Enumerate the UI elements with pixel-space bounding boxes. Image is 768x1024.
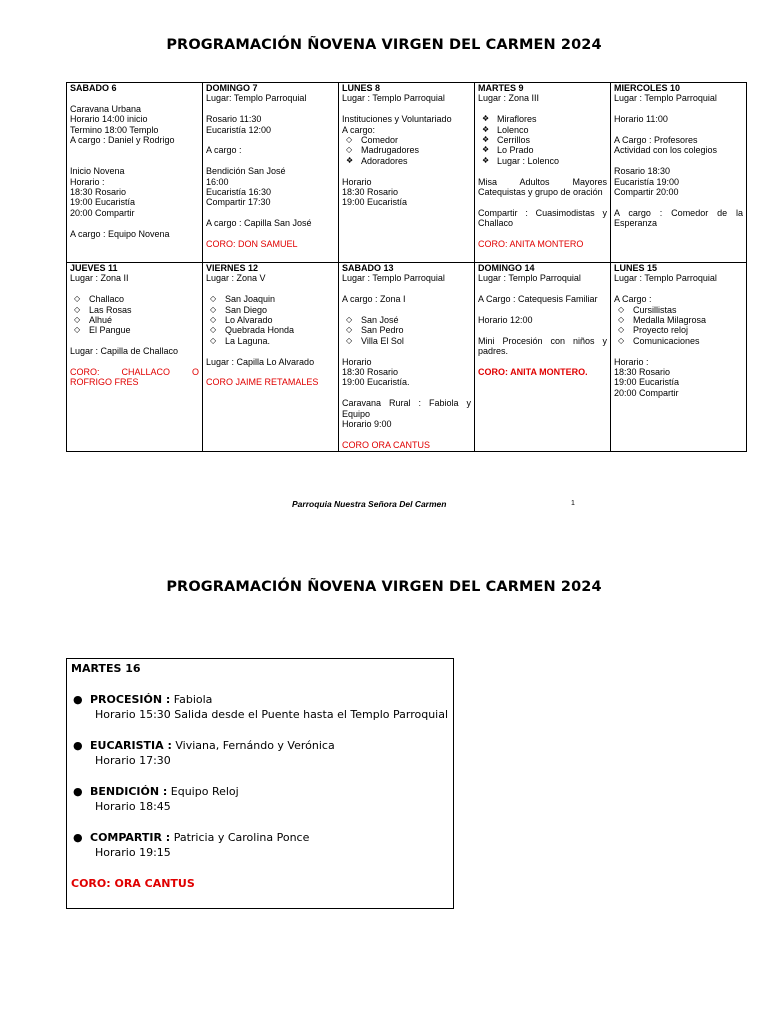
bullet-list	[70, 294, 199, 336]
diamond-outline-icon: ◇	[618, 315, 625, 325]
list-item: ◇ San Joaquin	[210, 294, 276, 305]
cell-line: Lugar : Capilla Lo Alvarado	[206, 356, 315, 367]
choir-label: CORO JAIME RETAMALES	[206, 377, 319, 388]
choir-label: CORO: DON SAMUEL	[206, 239, 298, 250]
diamond-bold-icon: ❖	[482, 135, 490, 145]
cell-line: Caravana Rural : Fabiola y Equipo	[342, 398, 471, 419]
cell-line: Rosario 18:30	[614, 166, 671, 177]
list-item: ◇ San Pedro	[346, 325, 404, 336]
diamond-bold-icon: ❖	[482, 124, 490, 134]
list-item: ❖ Miraflores	[482, 114, 537, 125]
day-heading: LUNES 8	[342, 83, 381, 93]
diamond-outline-icon: ◇	[618, 325, 625, 335]
cell-line: A Cargo : Catequesis Familiar	[478, 294, 598, 305]
day-cell-martes-9	[475, 83, 611, 263]
choir-label: CORO ORA CANTUS	[342, 439, 431, 450]
item-label: BENDICIÓN :	[90, 784, 168, 798]
cell-line: Lugar : Templo Parroquial	[478, 273, 581, 284]
page-footer: Parroquia Nuestra Señora Del Carmen	[292, 499, 447, 509]
day-heading: MIERCOLES 10	[614, 83, 681, 93]
diamond-outline-icon: ◇	[74, 304, 81, 314]
cell-line: Misa Adultos Mayores Catequistas y grupo de oración	[478, 176, 607, 198]
cell-line: A Cargo : Profesores	[614, 135, 698, 145]
item-detail: Horario 17:30	[95, 754, 171, 767]
cell-line: 20:00 Compartir	[614, 387, 679, 398]
list-item	[71, 784, 449, 815]
list-item: ◇ Comedor	[346, 135, 399, 146]
day-cell-miercoles-10	[611, 83, 747, 263]
day-cell-lunes-15	[611, 263, 747, 452]
list-item: ❖ Adoradores	[346, 155, 408, 166]
cell-line: Lugar : Zona V	[206, 273, 266, 284]
diamond-outline-icon: ◇	[346, 145, 353, 155]
cell-line: A cargo : Daniel y Rodrigo	[70, 135, 175, 146]
day-cell-domingo-7	[203, 83, 339, 263]
day-cell-viernes-12	[203, 263, 339, 452]
bullet-icon: ●	[73, 738, 83, 752]
list-item: ◇ Proyecto reloj	[618, 325, 689, 336]
item-detail: Horario 19:15	[95, 846, 171, 859]
day-cell-sabado-13	[339, 263, 475, 452]
item-value: Patricia y Carolina Ponce	[173, 830, 310, 844]
list-item: ◇ Lo Alvarado	[210, 315, 273, 326]
list-item: ❖ Lo Prado	[482, 145, 534, 156]
list-item: ◇ Medalla Milagrosa	[618, 315, 707, 326]
list-item: ◇ Challaco	[74, 294, 125, 305]
martes-16-box	[66, 658, 454, 909]
day-cell-jueves-11	[67, 263, 203, 452]
diamond-outline-icon: ◇	[210, 325, 217, 335]
day-cell-lunes-8	[339, 83, 475, 263]
day-heading: LUNES 15	[614, 263, 658, 273]
cell-line: Bendición San José	[206, 166, 286, 177]
cell-line: Horario 11:00	[614, 114, 668, 125]
bullet-list	[614, 305, 743, 347]
cell-line: Horario	[342, 356, 372, 367]
cell-line: Termino 18:00 Templo	[70, 124, 159, 135]
diamond-outline-icon: ◇	[346, 135, 353, 145]
list-item: ◇ Madrugadores	[346, 145, 420, 156]
day-heading: SABADO 13	[342, 263, 394, 273]
list-item: ❖ Lugar : Lolenco	[482, 155, 560, 166]
cell-line: 18:30 Rosario	[342, 187, 399, 198]
item-detail: Horario 15:30 Salida desde el Puente hasta el Templo Parroquial	[95, 708, 449, 721]
cell-line: Lugar : Zona II	[70, 273, 129, 284]
cell-line: Caravana Urbana	[70, 103, 142, 114]
cell-line: A cargo:	[342, 124, 376, 135]
list-item: ◇ Villa El Sol	[346, 335, 404, 346]
diamond-outline-icon: ◇	[618, 335, 625, 345]
bullet-list	[478, 114, 607, 166]
choir-label: CORO: CHALLACO O ROFRIGO FRES	[70, 367, 199, 388]
choir-label: CORO: ANITA MONTERO.	[478, 367, 588, 377]
cell-line: Compartir 20:00	[614, 187, 679, 198]
day-heading: VIERNES 12	[206, 263, 259, 273]
list-item: ◇ Comunicaciones	[618, 335, 700, 346]
table-row	[67, 83, 747, 263]
list-item: ◇ San José	[346, 315, 399, 325]
table-row	[67, 263, 747, 452]
cell-line: Lugar : Templo Parroquial	[342, 93, 445, 104]
cell-line: Eucaristía 19:00	[614, 176, 680, 187]
cell-line: Compartir : Cuasimodistas y Challaco	[478, 207, 607, 229]
cell-line: Eucaristía 12:00	[206, 124, 272, 135]
list-item: ◇ El Pangue	[74, 325, 131, 336]
schedule-table	[66, 82, 747, 452]
item-value: Fabiola	[173, 692, 213, 706]
list-item: ◇ Cursillistas	[618, 304, 677, 315]
cell-line: Lugar : Zona III	[478, 93, 540, 104]
list-item: ◇ Quebrada Honda	[210, 325, 295, 336]
cell-line: Compartir 17:30	[206, 197, 271, 208]
cell-line: Horario :	[70, 176, 105, 187]
cell-line: 19:00 Eucaristía	[614, 377, 680, 388]
item-label: PROCESIÓN :	[90, 692, 171, 706]
cell-line: Horario 14:00 inicio	[70, 114, 148, 125]
cell-line: Actividad con los colegios	[614, 145, 718, 156]
item-label: EUCARISTIA :	[90, 738, 172, 752]
cell-line: Horario	[342, 176, 372, 187]
cell-line: 20:00 Compartir	[70, 207, 135, 218]
cell-line: Lugar : Templo Parroquial	[614, 93, 717, 104]
page-title: PROGRAMACIÓN ÑOVENA VIRGEN DEL CARMEN 2024	[166, 37, 602, 53]
item-value: Viviana, Fernándo y Verónica	[175, 738, 335, 752]
cell-line: Horario :	[614, 356, 649, 367]
bullet-list	[206, 294, 335, 346]
diamond-outline-icon: ◇	[74, 315, 81, 325]
diamond-outline-icon: ◇	[210, 335, 217, 345]
cell-line: A cargo :	[206, 145, 242, 156]
cell-line: A cargo : Capilla San José	[206, 218, 312, 229]
day-cell-domingo-14	[475, 263, 611, 452]
choir-label: CORO: ORA CANTUS	[71, 876, 195, 890]
diamond-outline-icon: ◇	[346, 325, 353, 335]
cell-line: Lugar : Capilla de Challaco	[70, 346, 179, 357]
cell-line: Mini Procesión con niños y padres.	[478, 335, 607, 357]
page-title: PROGRAMACIÓN ÑOVENA VIRGEN DEL CARMEN 2024	[166, 579, 602, 595]
list-item: ❖ Lolenco	[482, 124, 529, 135]
diamond-bold-icon: ❖	[346, 155, 354, 165]
diamond-bold-icon: ❖	[482, 155, 490, 165]
list-item	[71, 692, 449, 723]
diamond-outline-icon: ◇	[210, 315, 217, 325]
cell-line: 16:00	[206, 176, 229, 187]
bullet-icon: ●	[73, 830, 83, 844]
cell-line: Inicio Novena	[70, 166, 125, 177]
day-cell-sabado-6	[67, 83, 203, 263]
cell-line: Lugar : Templo Parroquial	[342, 273, 445, 284]
bullet-icon: ●	[73, 784, 83, 798]
diamond-outline-icon: ◇	[210, 304, 217, 314]
list-item: ❖ Cerrillos	[482, 135, 531, 146]
bullet-icon: ●	[73, 692, 83, 706]
day-heading: MARTES 16	[71, 662, 141, 675]
cell-line: A cargo : Zona I	[342, 294, 406, 305]
cell-line: 18:30 Rosario	[342, 367, 399, 378]
cell-line: 19:00 Eucaristía.	[342, 377, 410, 388]
cell-line: A cargo : Comedor de la Esperanza	[614, 207, 743, 229]
diamond-outline-icon: ◇	[346, 315, 353, 324]
cell-line: Lugar : Templo Parroquial	[614, 273, 717, 284]
cell-line: Instituciones y Voluntariado	[342, 114, 452, 125]
item-detail: Horario 18:45	[95, 800, 171, 813]
day-heading: JUEVES 11	[70, 263, 118, 273]
list-item: ◇ Alhué	[74, 315, 113, 326]
diamond-outline-icon: ◇	[346, 335, 353, 345]
choir-label: CORO: ANITA MONTERO	[478, 239, 584, 250]
cell-line: A cargo : Equipo Novena	[70, 228, 170, 239]
list-item: ◇ Las Rosas	[74, 304, 132, 315]
cell-line: Rosario 11:30	[206, 114, 262, 125]
cell-line: Horario 9:00	[342, 419, 392, 430]
cell-line: 18:30 Rosario	[614, 367, 671, 378]
day-heading: SABADO 6	[70, 83, 117, 93]
cell-line: Lugar: Templo Parroquial	[206, 93, 307, 104]
page-number: 1	[571, 500, 575, 507]
cell-line: 19:00 Eucaristía	[70, 197, 136, 208]
cell-line: Horario 12:00	[478, 315, 533, 325]
day-heading: DOMINGO 7	[206, 83, 258, 93]
list-item	[71, 830, 449, 861]
list-item: ◇ La Laguna.	[210, 335, 271, 346]
item-value: Equipo Reloj	[170, 784, 239, 798]
list-item	[71, 738, 449, 769]
diamond-bold-icon: ❖	[482, 145, 490, 155]
day-heading: MARTES 9	[478, 83, 524, 93]
diamond-outline-icon: ◇	[74, 294, 81, 304]
bullet-list	[342, 135, 471, 166]
cell-line: 18:30 Rosario	[70, 187, 127, 198]
list-item: ◇ San Diego	[210, 304, 268, 315]
bullet-list	[342, 315, 471, 346]
diamond-bold-icon: ❖	[482, 114, 490, 124]
item-label: COMPARTIR :	[90, 830, 171, 844]
cell-line: Eucaristía 16:30	[206, 187, 272, 198]
diamond-outline-icon: ◇	[210, 294, 217, 304]
diamond-outline-icon: ◇	[74, 325, 81, 335]
cell-line: A Cargo :	[614, 294, 652, 305]
day-heading: DOMINGO 14	[478, 263, 535, 273]
diamond-outline-icon: ◇	[618, 304, 625, 314]
cell-line: 19:00 Eucaristía	[342, 197, 408, 208]
